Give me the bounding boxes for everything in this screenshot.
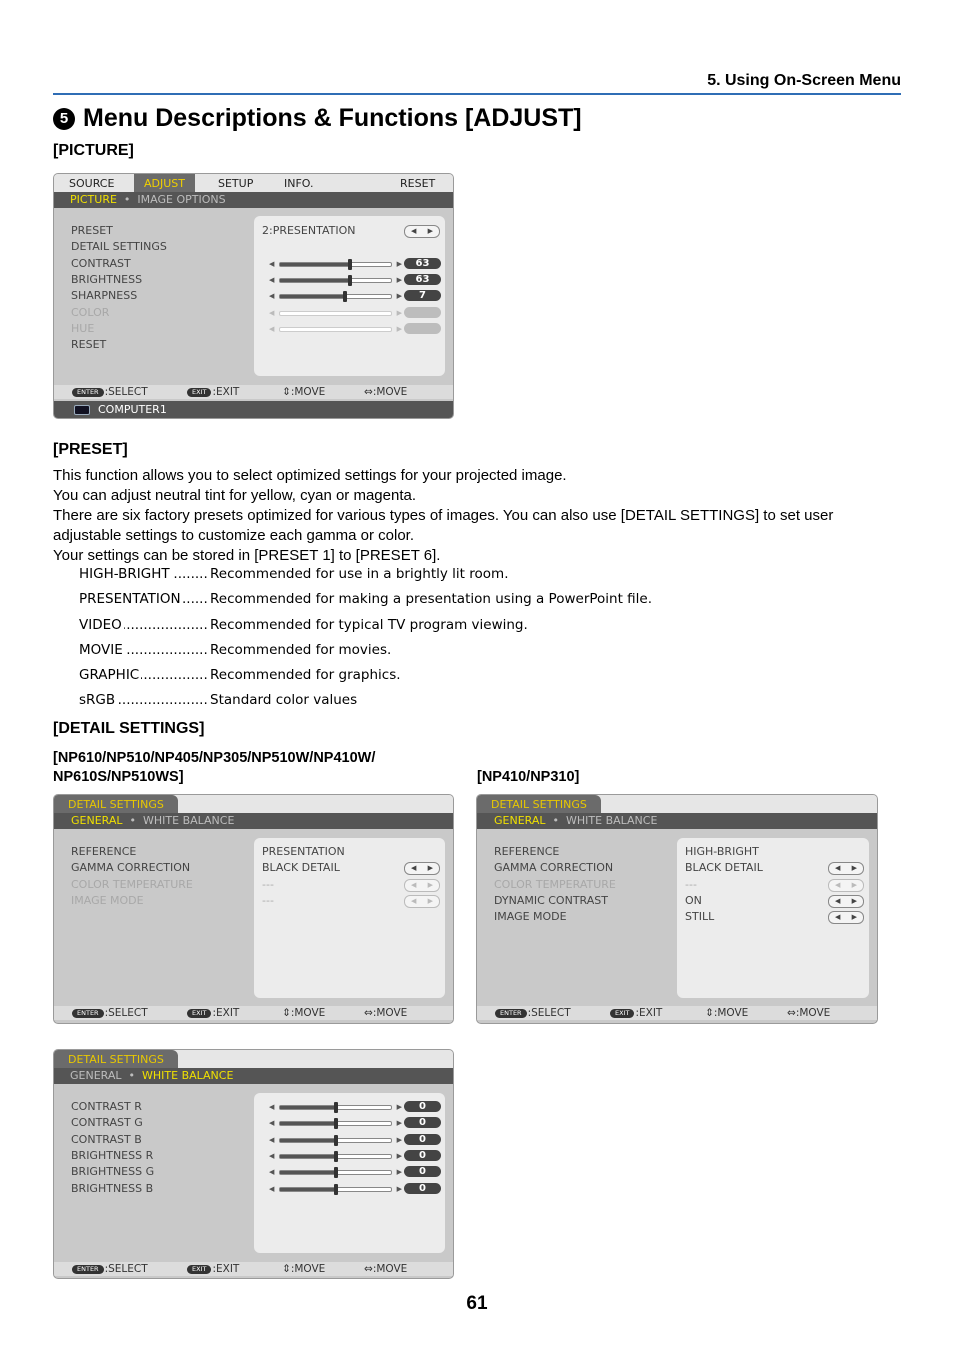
tab-setup[interactable]: SETUP	[218, 177, 254, 190]
enter-key-icon: ENTER	[495, 1009, 527, 1018]
preset-heading: [PRESET]	[53, 441, 128, 458]
hue-value	[404, 323, 441, 334]
color-temperature-value: ---	[685, 878, 697, 891]
preset-value: 2:PRESENTATION	[262, 224, 356, 237]
color-temperature-selector: ◀ ▶	[404, 879, 440, 892]
label-contrast-b[interactable]: CONTRAST B	[71, 1132, 142, 1146]
brightness-value: 63	[404, 274, 441, 285]
footer-select: ENTER :SELECT	[72, 385, 148, 399]
page-number: 61	[466, 1293, 488, 1314]
label-brightness[interactable]: BRIGHTNESS	[71, 273, 143, 286]
exit-key-icon: EXIT	[187, 1265, 211, 1274]
tab-detail-settings[interactable]: DETAIL SETTINGS	[477, 795, 601, 813]
label-dynamic-contrast[interactable]: DYNAMIC CONTRAST	[494, 894, 608, 907]
brightness-g-value: 0	[404, 1166, 441, 1177]
model-group-b: [NP410/NP310]	[477, 769, 580, 785]
label-brightness-g[interactable]: BRIGHTNESS G	[71, 1165, 155, 1179]
leftright-arrow-icon: ⇔	[364, 1007, 373, 1019]
picture-heading: [PICTURE]	[53, 142, 134, 159]
preset-selector[interactable]: ◀ ▶	[404, 225, 440, 238]
exit-key-icon: EXIT	[187, 1009, 211, 1018]
gamma-value: BLACK DETAIL	[262, 861, 340, 874]
osd-subtab-bar: GENERAL • WHITE BALANCE	[54, 813, 453, 829]
enter-key-icon: ENTER	[72, 388, 104, 397]
subtab-white-balance[interactable]: WHITE BALANCE	[142, 1069, 234, 1082]
tab-info[interactable]: INFO.	[284, 177, 314, 190]
preset-description	[53, 466, 903, 566]
subtab-general[interactable]: GENERAL	[494, 814, 546, 827]
detail-heading: [DETAIL SETTINGS]	[53, 720, 205, 737]
brightness-g-slider[interactable]: ◀ ▶	[269, 1168, 402, 1177]
sharpness-slider[interactable]: ◀ ▶	[269, 292, 402, 300]
model-group-a-line: [NP610/NP510/NP405/NP305/NP510W/NP410W/	[53, 750, 376, 766]
brightness-r-slider[interactable]: ◀ ▶	[269, 1151, 402, 1160]
label-brightness-r[interactable]: BRIGHTNESS R	[71, 1148, 154, 1162]
reference-value: PRESENTATION	[262, 845, 345, 858]
contrast-b-value: 0	[404, 1134, 441, 1145]
label-reference[interactable]: REFERENCE	[494, 845, 560, 858]
subtab-white-balance[interactable]: WHITE BALANCE	[143, 814, 235, 827]
section-number-badge: 5	[53, 108, 75, 130]
osd-source-bar	[54, 401, 453, 418]
sharpness-value: 7	[404, 290, 441, 301]
enter-key-icon: ENTER	[72, 1265, 104, 1274]
updown-arrow-icon: ⇕	[282, 386, 291, 398]
image-mode-value: ---	[262, 894, 274, 907]
contrast-b-slider[interactable]: ◀ ▶	[269, 1135, 402, 1144]
preset-paragraph: This function allows you to select optimized settings for your projected image.	[53, 467, 567, 484]
page-title	[53, 104, 582, 133]
subtab-general[interactable]: GENERAL	[70, 1069, 122, 1082]
contrast-r-value: 0	[404, 1101, 441, 1112]
osd-subtab-bar: GENERAL • WHITE BALANCE	[54, 1068, 453, 1084]
chapter-title: 5. Using On-Screen Menu	[707, 72, 901, 89]
label-image-mode[interactable]: IMAGE MODE	[494, 910, 567, 923]
label-detail-settings[interactable]: DETAIL SETTINGS	[71, 240, 167, 253]
leftright-arrow-icon: ⇔	[787, 1007, 796, 1019]
tab-detail-settings[interactable]: DETAIL SETTINGS	[54, 1050, 178, 1068]
tab-detail-settings[interactable]: DETAIL SETTINGS	[54, 795, 178, 813]
enter-key-icon: ENTER	[72, 1009, 104, 1018]
gamma-value: BLACK DETAIL	[685, 861, 763, 874]
leftright-arrow-icon: ⇔	[364, 1263, 373, 1275]
color-temperature-value: ---	[262, 878, 274, 891]
hue-slider: ◀ ▶	[269, 325, 402, 333]
leftright-arrow-icon: ⇔	[364, 386, 373, 398]
image-mode-selector: ◀ ▶	[404, 895, 440, 908]
updown-arrow-icon: ⇕	[282, 1263, 291, 1275]
brightness-b-slider[interactable]: ◀ ▶	[269, 1184, 402, 1193]
footer-exit: EXIT :EXIT	[187, 385, 239, 399]
osd-tab-bar	[54, 174, 453, 192]
image-mode-value: STILL	[685, 910, 715, 923]
label-color-temperature: COLOR TEMPERATURE	[494, 878, 616, 891]
updown-arrow-icon: ⇕	[282, 1007, 291, 1019]
label-brightness-b[interactable]: BRIGHTNESS B	[71, 1181, 154, 1195]
monitor-icon	[74, 405, 90, 415]
osd-footer	[54, 385, 453, 399]
osd-footer: ENTER :SELECT EXIT :EXIT ⇕:MOVE ⇔:MOVE	[54, 1006, 453, 1020]
osd-detail-white-balance	[53, 1049, 454, 1279]
exit-key-icon: EXIT	[187, 388, 211, 397]
dynamic-contrast-value: ON	[685, 894, 702, 907]
reference-value: HIGH-BRIGHT	[685, 845, 759, 858]
osd-tab-bar	[477, 795, 877, 813]
gamma-selector[interactable]: ◀ ▶	[828, 862, 864, 875]
preset-paragraph: Your settings can be stored in [PRESET 1] to [PRESET 6].	[53, 547, 441, 564]
page-title-text: Menu Descriptions & Functions [ADJUST]	[83, 104, 582, 132]
label-contrast-r[interactable]: CONTRAST R	[71, 1100, 142, 1113]
osd-tab-bar	[54, 795, 453, 813]
label-sharpness[interactable]: SHARPNESS	[71, 289, 138, 302]
contrast-g-value: 0	[404, 1117, 441, 1128]
osd-picture-menu	[53, 173, 454, 419]
contrast-g-slider[interactable]: ◀ ▶	[269, 1119, 402, 1128]
color-temperature-selector: ◀ ▶	[828, 879, 864, 892]
brightness-r-value: 0	[404, 1150, 441, 1161]
osd-detail-general-b	[476, 794, 878, 1024]
label-gamma-correction[interactable]: GAMMA CORRECTION	[494, 861, 614, 874]
brightness-slider[interactable]: ◀ ▶	[269, 276, 402, 284]
contrast-r-slider[interactable]: ◀ ▶	[269, 1103, 402, 1111]
osd-footer: ENTER :SELECT EXIT :EXIT ⇕:MOVE ⇔:MOVE	[54, 1262, 453, 1276]
source-name: COMPUTER1	[98, 403, 167, 416]
osd-detail-general-a	[53, 794, 454, 1024]
tab-source[interactable]: SOURCE	[69, 177, 115, 190]
color-value	[404, 307, 441, 318]
subtab-general[interactable]: GENERAL	[71, 814, 123, 827]
exit-key-icon: EXIT	[610, 1009, 634, 1018]
subtab-image-options[interactable]: IMAGE OPTIONS	[137, 193, 226, 206]
subtab-white-balance[interactable]: WHITE BALANCE	[566, 814, 658, 827]
dynamic-contrast-selector[interactable]: ◀ ▶	[828, 895, 864, 908]
label-reset[interactable]: RESET	[71, 338, 107, 351]
label-hue: HUE	[71, 322, 95, 335]
gamma-selector[interactable]: ◀ ▶	[404, 862, 440, 875]
osd-subtab-bar	[54, 192, 453, 208]
updown-arrow-icon: ⇕	[705, 1007, 714, 1019]
osd-footer: ENTER :SELECT EXIT :EXIT ⇕:MOVE ⇔:MOVE	[477, 1006, 877, 1020]
osd-tab-bar	[54, 1050, 453, 1068]
footer-move-lr: ⇔:MOVE	[364, 386, 408, 398]
model-group-a	[53, 749, 375, 787]
footer-move-ud: ⇕:MOVE	[282, 386, 326, 398]
tab-adjust[interactable]: ADJUST	[134, 174, 195, 192]
preset-list: HIGH-BRIGHT ..... Recommended for use in a brightly lit room. PRESENTATION ..... Recommended for making a presentation using a PowerPoint file. VIDEO ..... Recommended for typical TV program viewing. MOVIE ..... Recommended for movies. GRAPHIC ..... Recommended for graphics. sRGB ..... Standard color values	[79, 566, 779, 716]
preset-paragraph: You can adjust neutral tint for yellow, cyan or magenta.	[53, 487, 416, 504]
label-color-temperature: COLOR TEMPERATURE	[71, 878, 193, 891]
label-reference[interactable]: REFERENCE	[71, 845, 137, 858]
label-preset[interactable]: PRESET	[71, 224, 113, 237]
label-gamma-correction[interactable]: GAMMA CORRECTION	[71, 861, 191, 874]
label-contrast-g[interactable]: CONTRAST G	[71, 1116, 143, 1130]
osd-subtab-bar: GENERAL • WHITE BALANCE	[477, 813, 877, 829]
subtab-picture[interactable]: PICTURE • IMAGE OPTIONS	[70, 193, 226, 206]
contrast-slider[interactable]: ◀ ▶	[269, 260, 402, 268]
header-rule	[53, 93, 901, 95]
preset-paragraph: There are six factory presets optimized for various types of images. You can also use [DETAIL SETTINGS] to set user adjustable settings to customize each gamma or color.	[53, 507, 834, 544]
label-contrast[interactable]: CONTRAST	[71, 257, 131, 270]
contrast-value: 63	[404, 258, 441, 269]
tab-reset[interactable]: RESET	[400, 177, 436, 190]
label-color: COLOR	[71, 306, 110, 319]
image-mode-selector[interactable]: ◀ ▶	[828, 911, 864, 924]
model-group-a-line: NP610S/NP510WS]	[53, 769, 184, 785]
color-slider: ◀ ▶	[269, 309, 402, 317]
brightness-b-value: 0	[404, 1183, 441, 1194]
label-image-mode: IMAGE MODE	[71, 894, 144, 907]
